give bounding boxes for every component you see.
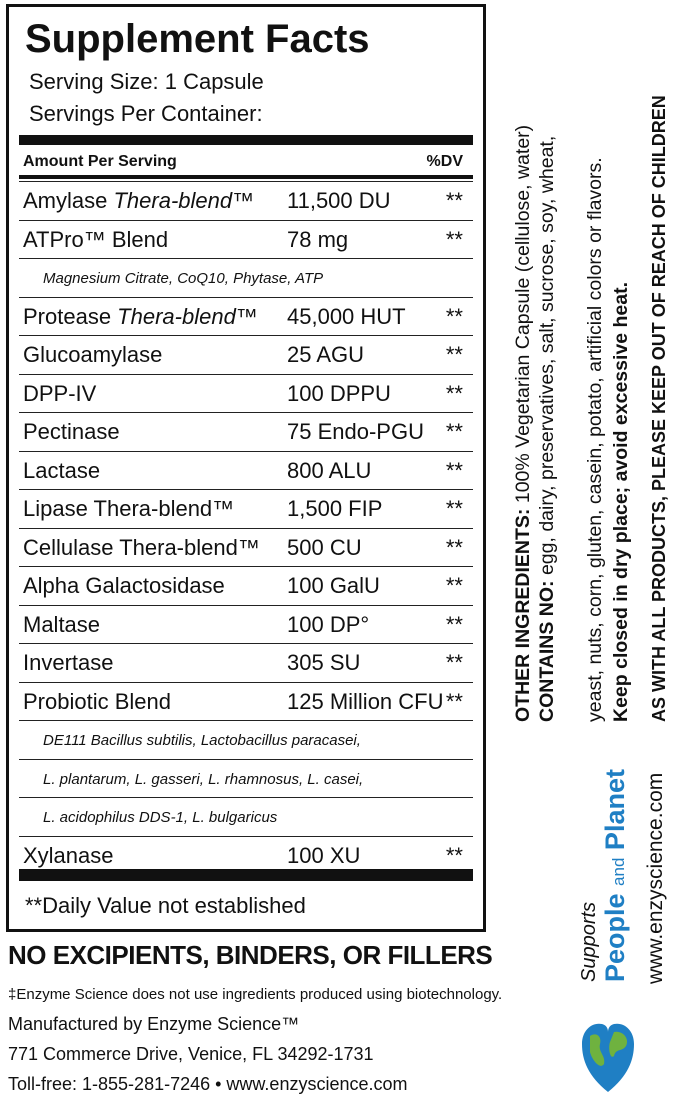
website-vertical: www.enzyscience.com bbox=[644, 772, 667, 984]
nutrient-row bbox=[19, 181, 473, 219]
thick-divider-top bbox=[19, 135, 473, 145]
servings-per-container: Servings Per Container: bbox=[29, 101, 263, 126]
nutrient-amount: 75 Endo-PGU bbox=[287, 419, 424, 444]
daily-value: ** bbox=[445, 842, 463, 868]
nutrient-name: Protease Thera-blend™ bbox=[23, 303, 258, 329]
daily-value: ** bbox=[445, 688, 463, 714]
storage-warning: Keep closed in dry place; avoid excessive heat. bbox=[610, 281, 632, 722]
daily-value: ** bbox=[445, 650, 463, 675]
children-warning: AS WITH ALL PRODUCTS, PLEASE KEEP OUT OF REACH OF CHILDREN bbox=[649, 95, 669, 722]
nutrient-name: Xylanase bbox=[23, 842, 114, 868]
nutrient-row bbox=[19, 836, 473, 874]
toll-free: Toll-free: 1-855-281-7246 • www.enzyscience.com bbox=[8, 1074, 408, 1094]
nutrient-amount: 1,500 FIP bbox=[287, 496, 383, 521]
nutrient-amount: 78 mg bbox=[287, 226, 349, 252]
nutrient-amount: 100 GalU bbox=[287, 573, 380, 598]
blend-subrow: L. acidophilus DDS-1, L. bulgaricus bbox=[19, 797, 473, 835]
nutrient-name: Pectinase bbox=[23, 419, 120, 444]
nutrient-name: Glucoamylase bbox=[23, 342, 163, 367]
table-header bbox=[19, 149, 473, 177]
daily-value: ** bbox=[445, 226, 463, 252]
contains-no-label: CONTAINS NO: bbox=[536, 580, 558, 722]
nutrient-row bbox=[19, 374, 473, 412]
nutrient-row bbox=[19, 682, 473, 720]
no-excipients-heading: NO EXCIPIENTS, BINDERS, OR FILLERS bbox=[8, 940, 493, 970]
nutrient-row bbox=[19, 643, 473, 681]
nutrient-amount: 11,500 DU bbox=[287, 188, 391, 213]
nutrient-amount: 25 AGU bbox=[287, 342, 365, 367]
nutrient-name: Probiotic Blend bbox=[23, 688, 171, 714]
nutrient-name: Lactase bbox=[23, 457, 101, 483]
people-and-planet: People and Planet bbox=[600, 769, 630, 982]
serving-size: Serving Size: 1 Capsule bbox=[29, 69, 264, 94]
nutrient-row bbox=[19, 412, 473, 450]
blend-subrow: DE111 Bacillus subtilis, Lactobacillus paracasei, bbox=[19, 720, 473, 758]
nutrient-name: ATPro™ Blend bbox=[23, 226, 169, 252]
divider-under-header bbox=[19, 175, 473, 179]
allergen-list-line: yeast, nuts, corn, gluten, casein, potato, artificial colors or flavors. bbox=[584, 157, 606, 722]
nutrient-row bbox=[19, 566, 473, 604]
daily-value: ** bbox=[445, 303, 463, 329]
daily-value: ** bbox=[445, 496, 463, 521]
manufacturer: Manufactured by Enzyme Science™ bbox=[8, 1014, 300, 1034]
daily-value-footnote: **Daily Value not established bbox=[25, 893, 306, 918]
nutrient-name: DPP-IV bbox=[23, 380, 97, 406]
nutrient-name: Lipase Thera-blend™ bbox=[23, 496, 235, 521]
nutrient-amount: 100 XU bbox=[287, 842, 361, 868]
daily-value: ** bbox=[445, 380, 463, 406]
amount-per-serving-label: Amount Per Serving bbox=[23, 153, 177, 170]
nutrient-name: Maltase bbox=[23, 611, 101, 637]
supplement-facts-panel bbox=[6, 4, 486, 932]
panel-title: Supplement Facts bbox=[25, 17, 370, 61]
daily-value: ** bbox=[445, 457, 463, 483]
other-ingredients-line: OTHER INGREDIENTS: 100% Vegetarian Capsule (cellulose, water) bbox=[512, 124, 534, 722]
daily-value: ** bbox=[445, 188, 463, 213]
contains-no-line: CONTAINS NO: egg, dairy, preservatives, salt, sucrose, soy, wheat, bbox=[536, 135, 558, 722]
nutrient-amount: 45,000 HUT bbox=[287, 303, 406, 329]
daily-value: ** bbox=[445, 534, 463, 560]
thick-divider-bottom bbox=[19, 869, 473, 881]
nutrient-row bbox=[19, 528, 473, 566]
nutrient-row bbox=[19, 297, 473, 335]
blend-subrow: L. plantarum, L. gasseri, L. rhamnosus, L. casei, bbox=[19, 759, 473, 797]
nutrient-amount: 500 CU bbox=[287, 534, 362, 560]
nutrient-row bbox=[19, 335, 473, 373]
other-ingredients-label: OTHER INGREDIENTS: bbox=[512, 508, 534, 722]
nutrient-amount: 125 Million CFU bbox=[287, 688, 444, 714]
nutrient-name: Invertase bbox=[23, 650, 114, 675]
nutrient-row bbox=[19, 489, 473, 527]
nutrient-amount: 305 SU bbox=[287, 650, 361, 675]
dv-label: %DV bbox=[426, 153, 463, 170]
nutrient-amount: 100 DPPU bbox=[287, 380, 391, 406]
nutrient-row bbox=[19, 451, 473, 489]
daily-value: ** bbox=[445, 342, 463, 367]
nutrient-amount: 100 DP° bbox=[287, 611, 370, 637]
nutrient-amount: 800 ALU bbox=[287, 457, 372, 483]
blend-subrow: Magnesium Citrate, CoQ10, Phytase, ATP bbox=[19, 258, 473, 296]
nutrient-row bbox=[19, 605, 473, 643]
nutrient-row bbox=[19, 220, 473, 258]
heart-globe-logo bbox=[580, 986, 636, 1098]
nutrient-name: Amylase Thera-blend™ bbox=[23, 188, 255, 213]
nutrient-name: Alpha Galactosidase bbox=[23, 573, 225, 598]
daily-value: ** bbox=[445, 573, 463, 598]
supports-text: Supports bbox=[578, 901, 600, 982]
nutrient-name: Cellulase Thera-blend™ bbox=[23, 534, 260, 560]
daily-value: ** bbox=[445, 611, 463, 637]
daily-value: ** bbox=[445, 419, 463, 444]
address: 771 Commerce Drive, Venice, FL 34292-1731 bbox=[8, 1044, 374, 1064]
biotech-note: ‡Enzyme Science does not use ingredients produced using biotechnology. bbox=[8, 986, 503, 1003]
